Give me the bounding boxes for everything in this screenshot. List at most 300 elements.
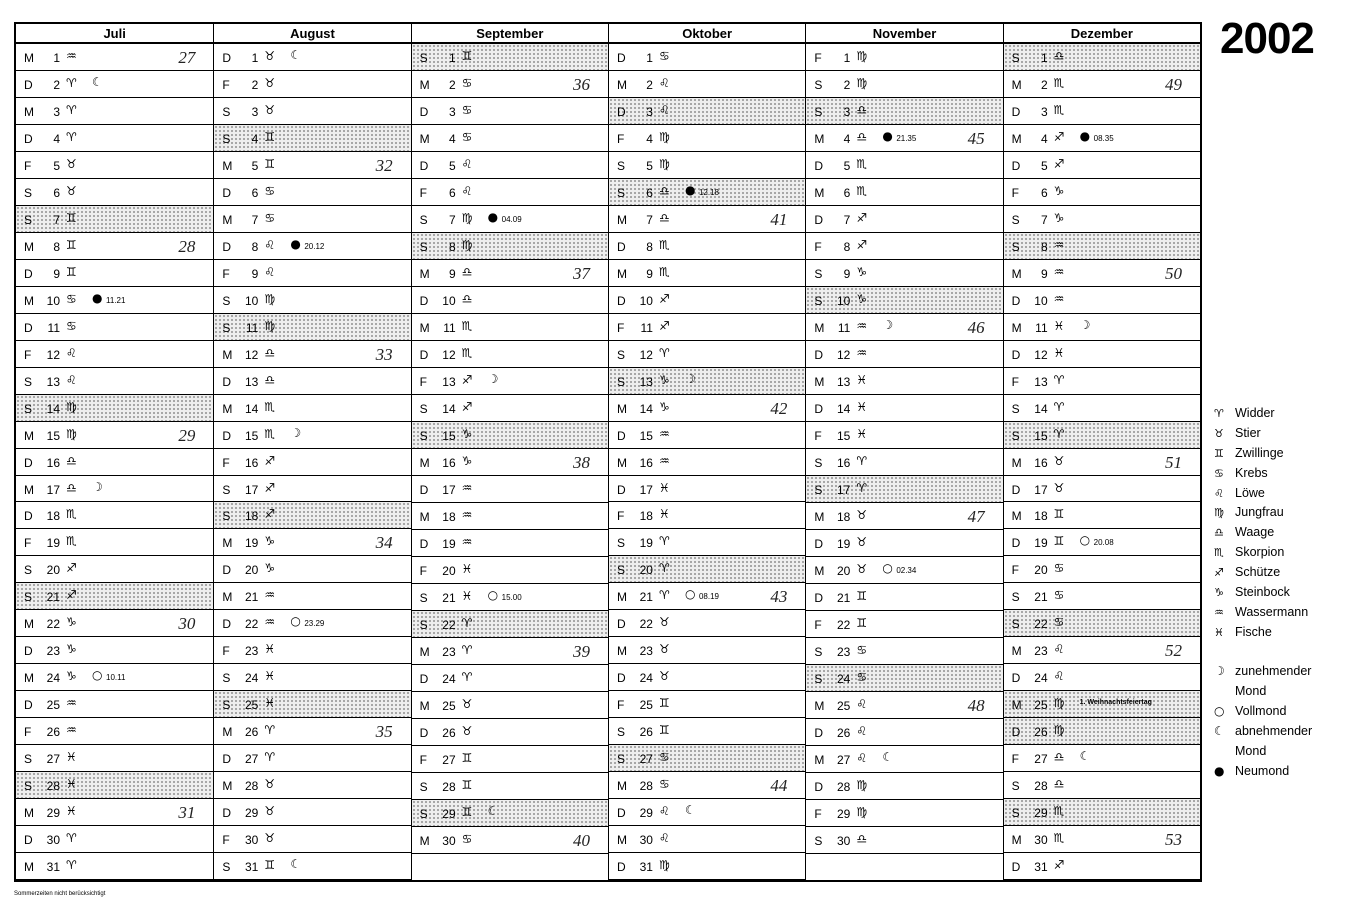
legend-label: Neumond (1235, 763, 1290, 778)
day-row (412, 611, 608, 638)
day-number: 2 (646, 77, 653, 92)
weekday-letter: M (222, 158, 233, 173)
zodiac-icon: ♌ (66, 372, 77, 387)
day-row (1004, 476, 1200, 503)
day-row (1004, 152, 1200, 179)
weekday-letter: F (814, 429, 822, 443)
day-number: 10 (244, 293, 259, 308)
day-row (16, 610, 213, 637)
zodiac-legend (1214, 404, 1308, 643)
weekday-letter: D (814, 213, 823, 227)
day-number: 29 (244, 806, 259, 821)
week-number: 29 (178, 425, 196, 445)
day-row (806, 341, 1002, 368)
day-row (16, 44, 213, 71)
weekday-letter: D (24, 77, 33, 92)
zodiac-icon: ♋ (658, 750, 670, 765)
zodiac-icon: ♋ (1053, 615, 1065, 630)
weekday-letter: M (1011, 509, 1022, 524)
day-row (609, 125, 805, 152)
day-number: 27 (46, 752, 60, 767)
day-row (806, 827, 1002, 854)
moon-time: 11.21 (106, 295, 126, 305)
day-row (412, 233, 608, 260)
day-row (1004, 529, 1200, 556)
day-number: 19 (639, 536, 653, 551)
day-number: 23 (1034, 644, 1048, 659)
day-row (412, 152, 608, 179)
zodiac-icon: ♓ (66, 777, 77, 792)
day-row (1004, 44, 1200, 71)
day-row (609, 314, 805, 341)
month-header: August (214, 24, 410, 44)
day-row (412, 773, 608, 800)
day-number: 12 (836, 348, 851, 362)
legend-label: Zwillinge (1235, 445, 1284, 460)
zodiac-icon: ♍ (1214, 506, 1224, 520)
zodiac-icon: ♎ (66, 453, 77, 468)
moon-time: 02.34 (896, 566, 917, 575)
day-number: 6 (448, 186, 456, 200)
day-row (806, 206, 1002, 233)
day-row (412, 287, 608, 314)
day-number: 8 (843, 240, 851, 254)
day-number: 24 (639, 671, 653, 686)
weekday-letter: S (1011, 212, 1020, 227)
weekday-letter: S (616, 374, 625, 389)
day-row (1004, 664, 1200, 691)
zodiac-icon: ♐ (264, 453, 276, 468)
zodiac-icon: ♌ (856, 724, 868, 738)
day-row (214, 206, 410, 233)
day-number: 22 (1034, 617, 1048, 632)
day-number: 5 (53, 158, 60, 173)
weekday-letter: D (419, 159, 429, 173)
day-row (412, 746, 608, 773)
day-number: 5 (646, 158, 653, 173)
day-number: 31 (639, 860, 653, 875)
zodiac-icon: ♓ (856, 427, 868, 441)
day-row (412, 314, 608, 341)
zodiac-icon: ♏ (1214, 546, 1224, 560)
week-number: 31 (178, 803, 196, 823)
day-row (1004, 98, 1200, 125)
weekday-letter: S (1011, 51, 1020, 65)
zodiac-icon: ♍ (1053, 696, 1065, 711)
weekday-letter: M (1011, 77, 1022, 92)
day-row (412, 476, 608, 503)
zodiac-icon: ♏ (856, 157, 868, 171)
day-row (16, 745, 213, 772)
day-row (1004, 502, 1200, 529)
weekday-letter: M (222, 779, 233, 794)
day-row (609, 152, 805, 179)
day-row (412, 449, 608, 476)
day-number: 29 (46, 806, 60, 821)
weekday-letter: M (222, 347, 233, 362)
day-row (1004, 610, 1200, 637)
moon-phase-icon: ● (882, 129, 893, 143)
day-number: 7 (448, 213, 456, 227)
weekday-letter: M (419, 456, 430, 470)
zodiac-icon: ♐ (856, 211, 868, 225)
weekday-letter: D (24, 320, 33, 335)
day-number: 24 (1034, 671, 1048, 686)
weekday-letter: M (814, 375, 825, 389)
legend-item (1214, 464, 1308, 484)
day-number: 13 (639, 374, 653, 389)
day-row (214, 664, 410, 691)
day-row (609, 745, 805, 772)
weekday-letter: M (419, 321, 430, 335)
day-row (609, 287, 805, 314)
day-number: 21 (1034, 590, 1048, 605)
week-number: 41 (770, 209, 788, 229)
zodiac-icon: ♓ (658, 480, 670, 495)
weekday-letter: F (814, 51, 822, 65)
weekday-letter: M (814, 699, 825, 713)
moon-phase-icon: ☽ (882, 318, 894, 332)
day-row (609, 718, 805, 745)
day-number: 17 (836, 483, 851, 497)
day-row (1004, 637, 1200, 664)
week-number: 43 (770, 587, 788, 607)
day-number: 27 (244, 752, 259, 767)
zodiac-icon: ♓ (461, 589, 473, 603)
weekday-letter: M (24, 239, 34, 254)
day-row (806, 530, 1002, 557)
zodiac-icon: ♊ (658, 696, 670, 711)
day-row (214, 125, 410, 152)
zodiac-icon: ♈ (856, 481, 868, 495)
zodiac-icon: ♒ (66, 723, 77, 738)
weekday-letter: D (222, 563, 231, 578)
day-row (1004, 853, 1200, 880)
weekday-letter: F (814, 807, 822, 821)
legend-label: Skorpion (1235, 545, 1285, 560)
zodiac-icon: ♊ (264, 129, 276, 144)
weekday-letter: F (24, 536, 32, 551)
zodiac-icon: ♋ (461, 76, 473, 90)
day-number: 26 (1034, 725, 1048, 740)
zodiac-icon: ♑ (461, 454, 473, 468)
day-row (214, 368, 410, 395)
weekday-letter: S (222, 698, 231, 713)
zodiac-icon: ♋ (461, 832, 473, 846)
moon-phase-icon: ☾ (290, 48, 302, 62)
day-row (16, 341, 213, 368)
day-row (1004, 772, 1200, 799)
weekday-letter: S (419, 240, 428, 254)
zodiac-icon: ♌ (856, 751, 868, 765)
zodiac-icon: ♉ (1214, 426, 1224, 440)
day-number: 28 (639, 779, 653, 794)
day-row (16, 529, 213, 556)
zodiac-icon: ♐ (264, 480, 276, 495)
zodiac-icon: ♊ (264, 858, 276, 873)
day-number: 15 (442, 429, 456, 443)
weekday-letter: M (222, 212, 233, 227)
zodiac-icon: ♌ (658, 831, 670, 846)
zodiac-icon: ♒ (1053, 291, 1065, 306)
zodiac-icon: ♐ (1214, 566, 1224, 580)
day-number: 20 (836, 564, 851, 578)
day-row (609, 395, 805, 422)
day-number: 8 (251, 239, 259, 254)
day-row (16, 637, 213, 664)
day-row (806, 152, 1002, 179)
day-row (16, 287, 213, 314)
day-number: 3 (448, 105, 456, 119)
day-row (16, 476, 213, 503)
day-row (806, 260, 1002, 287)
week-number: 51 (1164, 452, 1182, 472)
zodiac-icon: ♓ (1053, 318, 1065, 333)
zodiac-icon: ♈ (1053, 426, 1065, 441)
weekday-letter: D (419, 537, 429, 551)
moon-phase-icon: ☾ (882, 750, 894, 764)
day-row (412, 692, 608, 719)
month-column (805, 24, 1002, 880)
day-row (412, 719, 608, 746)
weekday-letter: S (1011, 617, 1020, 632)
day-number: 9 (843, 267, 851, 281)
day-number: 9 (53, 266, 60, 281)
day-number: 3 (251, 104, 259, 119)
weekday-letter: M (419, 645, 430, 659)
day-number: 13 (442, 375, 456, 389)
weekday-letter: M (24, 617, 34, 632)
day-number: 27 (442, 753, 456, 767)
zodiac-icon: ♑ (66, 615, 77, 630)
month-column (16, 24, 213, 880)
weekday-letter: S (616, 563, 625, 578)
day-number: 14 (46, 401, 60, 416)
zodiac-icon: ♈ (658, 588, 670, 603)
day-row (214, 287, 410, 314)
legend-label: Steinbock (1235, 585, 1290, 600)
day-row (412, 503, 608, 530)
weekday-letter: D (1011, 725, 1021, 740)
day-row (609, 98, 805, 125)
zodiac-icon: ♒ (856, 319, 868, 333)
weekday-letter: S (222, 104, 231, 119)
day-row (214, 476, 410, 503)
day-row (806, 773, 1002, 800)
zodiac-icon: ♑ (658, 399, 670, 414)
day-number: 25 (639, 698, 653, 713)
day-row (214, 422, 410, 449)
day-row (609, 502, 805, 529)
zodiac-icon: ♊ (461, 805, 473, 819)
day-number: 7 (843, 213, 851, 227)
zodiac-icon: ♐ (1053, 858, 1065, 873)
weekday-letter: M (419, 132, 430, 146)
day-number: 3 (1040, 104, 1048, 119)
day-row (609, 529, 805, 556)
day-row (609, 422, 805, 449)
zodiac-icon: ♓ (264, 669, 276, 684)
moon-time: 12.18 (698, 187, 720, 197)
month-header: September (412, 24, 608, 44)
day-number: 22 (442, 618, 456, 632)
zodiac-icon: ♎ (1053, 750, 1065, 765)
day-row (806, 692, 1002, 719)
weekday-letter: D (814, 726, 823, 740)
legend-label: Stier (1235, 425, 1261, 440)
week-number: 39 (572, 642, 590, 661)
zodiac-icon: ♐ (66, 588, 77, 603)
zodiac-icon: ♒ (66, 696, 77, 711)
day-row (214, 772, 410, 799)
day-number: 28 (46, 779, 60, 794)
weekday-letter: M (419, 78, 430, 92)
day-row (16, 583, 213, 610)
day-number: 11 (640, 320, 653, 335)
zodiac-icon: ♊ (264, 156, 276, 171)
zodiac-icon: ♑ (264, 561, 276, 576)
zodiac-icon: ♒ (461, 535, 473, 549)
day-number: 18 (1034, 509, 1048, 524)
weekday-letter: M (222, 401, 233, 416)
zodiac-icon: ♈ (461, 643, 473, 657)
weekday-letter: S (814, 645, 823, 659)
legend-item (1214, 503, 1308, 523)
day-number: 5 (251, 158, 259, 173)
weekday-letter: D (616, 51, 626, 65)
zodiac-icon: ♋ (264, 210, 276, 225)
day-number: 10 (46, 293, 60, 308)
weekday-letter: M (1011, 833, 1022, 848)
zodiac-icon: ♉ (856, 508, 868, 522)
weekday-letter: S (24, 185, 33, 200)
day-row (412, 98, 608, 125)
weekday-letter: S (814, 294, 823, 308)
legend-item (1214, 722, 1335, 762)
day-number: 16 (1034, 455, 1048, 470)
day-number: 4 (448, 132, 456, 146)
day-row (609, 583, 805, 610)
zodiac-icon: ♍ (658, 858, 670, 873)
weekday-letter: M (24, 428, 34, 443)
day-number: 7 (53, 212, 60, 227)
day-number: 10 (836, 294, 851, 308)
week-number: 47 (967, 507, 985, 526)
day-number: 15 (836, 429, 851, 443)
day-number: 9 (448, 267, 456, 281)
zodiac-icon: ♉ (1053, 480, 1065, 495)
moon-phase-icon: ☾ (1214, 723, 1225, 738)
legend-label: Löwe (1235, 485, 1265, 500)
calendar-grid (14, 22, 1202, 882)
day-row (16, 179, 213, 206)
weekday-letter: S (419, 618, 428, 632)
zodiac-icon: ♊ (1053, 534, 1065, 549)
weekday-letter: D (1011, 347, 1021, 362)
weekday-letter: M (1011, 320, 1022, 335)
zodiac-icon: ♍ (658, 156, 670, 171)
day-row (412, 557, 608, 584)
day-number: 30 (442, 834, 456, 848)
zodiac-icon: ♉ (264, 75, 276, 90)
weekday-letter: S (616, 347, 625, 362)
day-number: 16 (639, 455, 653, 470)
day-number: 23 (639, 644, 653, 659)
day-number: 6 (1040, 185, 1048, 200)
weekday-letter: S (616, 752, 625, 767)
day-number: 18 (639, 509, 653, 524)
day-number: 23 (46, 644, 60, 659)
weekday-letter: D (24, 455, 33, 470)
moon-time: 15.00 (501, 593, 522, 602)
day-number: 19 (442, 537, 456, 551)
day-number: 28 (836, 780, 851, 794)
day-number: 29 (836, 807, 851, 821)
day-number: 12 (639, 347, 653, 362)
zodiac-icon: ♈ (658, 345, 670, 360)
day-number: 1 (448, 51, 456, 65)
zodiac-icon: ♎ (1053, 49, 1065, 63)
zodiac-icon: ♍ (66, 399, 77, 414)
zodiac-icon: ♌ (658, 804, 670, 819)
weekday-letter: D (222, 185, 231, 200)
weekday-letter: M (24, 482, 34, 497)
day-row (16, 556, 213, 583)
day-number: 15 (46, 428, 60, 443)
day-number: 10 (639, 293, 653, 308)
day-number: 2 (448, 78, 456, 92)
holiday-label: 1. Weihnachtsfeiertag (1079, 699, 1152, 707)
zodiac-icon: ♎ (856, 103, 868, 117)
weekday-letter: M (814, 564, 825, 578)
week-number: 36 (572, 75, 590, 94)
legend-label: Waage (1235, 525, 1275, 540)
zodiac-icon: ♉ (66, 156, 77, 171)
day-row (1004, 206, 1200, 233)
zodiac-icon: ♓ (264, 642, 276, 657)
zodiac-icon: ♉ (658, 615, 670, 630)
footnote: Sommerzeiten nicht berücksichtigt (14, 891, 106, 897)
weekday-letter: D (616, 806, 626, 821)
day-number: 2 (843, 78, 851, 92)
zodiac-icon: ♌ (264, 264, 276, 279)
day-number: 4 (251, 131, 259, 146)
zodiac-icon: ♉ (658, 642, 670, 657)
day-number: 1 (251, 51, 259, 65)
day-number: 9 (646, 266, 653, 281)
legend-item (1214, 702, 1335, 722)
zodiac-icon: ♏ (264, 399, 276, 414)
zodiac-icon: ♋ (66, 318, 77, 333)
day-row (214, 556, 410, 583)
legend-item (1214, 623, 1308, 643)
day-row (214, 449, 410, 476)
day-number: 12 (442, 348, 456, 362)
zodiac-icon: ♋ (1053, 561, 1065, 576)
weekday-letter: D (222, 752, 231, 767)
moon-time: 08.19 (698, 592, 720, 602)
weekday-letter: M (814, 510, 825, 524)
zodiac-icon: ♍ (264, 318, 276, 333)
day-row (412, 125, 608, 152)
weekday-letter: M (24, 860, 34, 875)
weekday-letter: F (1011, 563, 1019, 578)
zodiac-icon: ♏ (264, 426, 276, 441)
legend-item (1214, 404, 1308, 424)
day-number: 20 (442, 564, 456, 578)
zodiac-icon: ♓ (461, 562, 473, 576)
weekday-letter: M (616, 833, 627, 848)
